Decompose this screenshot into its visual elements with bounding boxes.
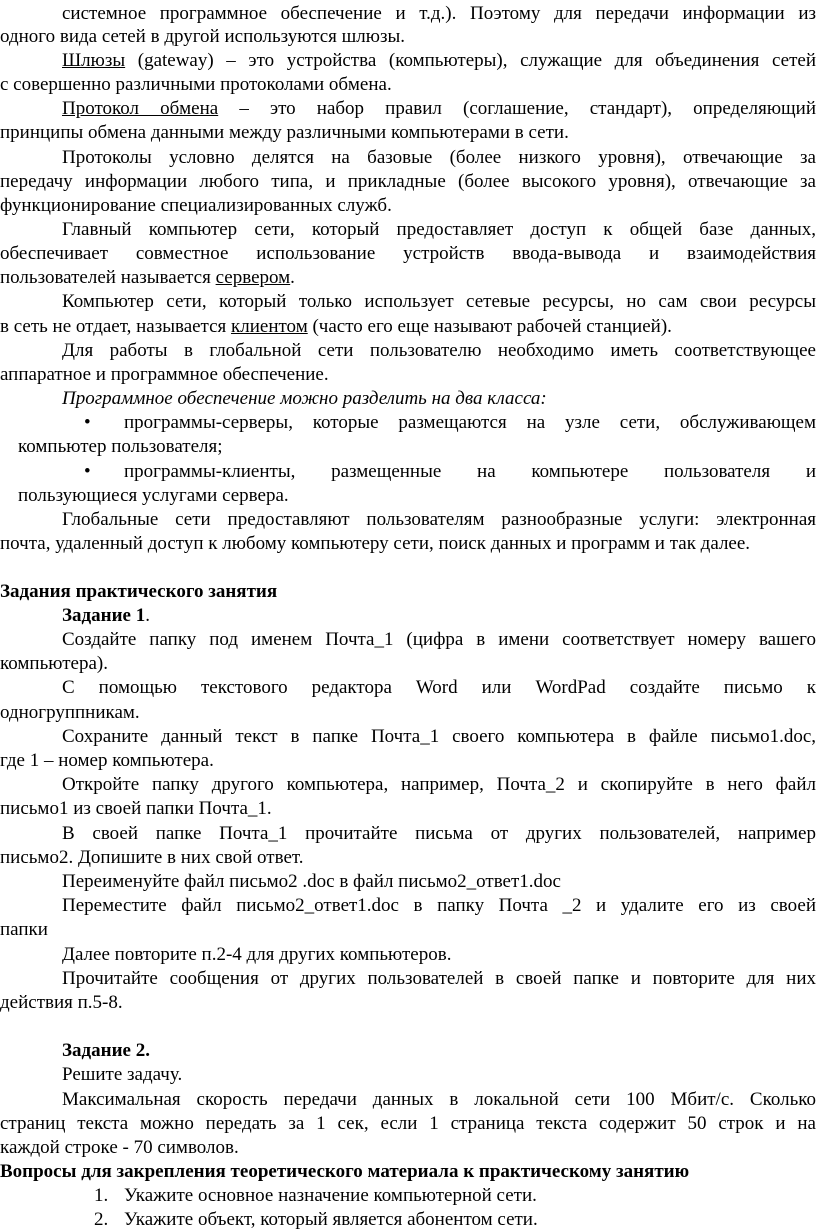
text-line: функционирование специализированных служб. xyxy=(0,195,392,216)
text-span: – это набор правил (соглашение, стандарт), определяющий xyxy=(218,98,816,119)
text-line: Прочитайте сообщения от других пользователей в своей папке и повторите для них xyxy=(62,968,816,989)
text-span: в сеть не отдает, называется xyxy=(0,316,232,337)
text-line: пользующиеся услугами сервера. xyxy=(18,485,289,506)
text-line: Программное обеспечение можно разделить на два класса: xyxy=(62,388,547,409)
text-line: С помощью текстового редактора Word или WordPad создайте письмо к xyxy=(62,677,816,698)
text-line: Максимальная скорость передачи данных в локальной сети 100 Мбит/с. Сколько xyxy=(62,1089,816,1110)
text-line: Решите задачу. xyxy=(62,1064,183,1085)
bullet-icon: • xyxy=(84,461,91,482)
text-line: аппаратное и программное обеспечение. xyxy=(0,364,329,385)
text-line: Откройте папку другого компьютера, например, Почта_2 и скопируйте в него файл xyxy=(62,774,816,795)
text-line: компьютера). xyxy=(0,653,108,674)
text-line: почта, удаленный доступ к любому компьютеру сети, поиск данных и программ и так далее. xyxy=(0,533,751,554)
term-protocol: Протокол обмена xyxy=(62,98,219,119)
section-heading: Задания практического занятия xyxy=(0,581,278,602)
text-line xyxy=(0,266,816,290)
text-span: пользователей называется xyxy=(0,267,216,288)
text-line: Для работы в глобальной сети пользователю необходимо иметь соответствующее xyxy=(62,340,816,361)
list-number: 2. xyxy=(94,1209,109,1230)
text-line: одного вида сетей в другой используются шлюзы. xyxy=(0,26,405,47)
text-line: письмо1 из своей папки Почта_1. xyxy=(0,798,272,819)
text-line: Главный компьютер сети, который предоставляет доступ к общей базе данных, xyxy=(62,219,816,240)
text-line: принципы обмена данными между различными компьютерами в сети. xyxy=(0,122,569,143)
text-line: передачу информации любого типа, и прикладные (более высокого уровня), отвечающие за xyxy=(0,171,816,192)
term-client: клиентом xyxy=(231,316,308,337)
text-line: с совершенно различными протоколами обмена. xyxy=(0,74,392,95)
text-line: где 1 – номер компьютера. xyxy=(0,750,214,771)
task-2-label: Задание 2. xyxy=(62,1040,150,1061)
text-line: Далее повторите п.2-4 для других компьютеров. xyxy=(62,944,452,965)
text-line xyxy=(0,97,816,121)
text-line xyxy=(0,315,816,339)
list-item: программы-серверы, которые размещаются на узле сети, обслуживающем xyxy=(124,412,816,433)
text-line: Компьютер сети, который только использует сетевые ресурсы, но сам свои ресурсы xyxy=(62,291,816,312)
section-heading: Вопросы для закрепления теоретического материала к практическому занятию xyxy=(0,1161,690,1182)
task-title xyxy=(0,604,816,628)
text-line: папки xyxy=(0,919,48,940)
text-line: Сохраните данный текст в папке Почта_1 своего компьютера в файле письмо1.doc, xyxy=(62,726,816,747)
text-line: письмо2. Допишите в них свой ответ. xyxy=(0,847,304,868)
text-span: . xyxy=(145,605,150,626)
term-gateway: Шлюзы xyxy=(62,50,126,71)
text-line: Протоколы условно делятся на базовые (более низкого уровня), отвечающие за xyxy=(62,147,816,168)
text-line: В своей папке Почта_1 прочитайте письма от других пользователей, например xyxy=(62,823,816,844)
text-line: Создайте папку под именем Почта_1 (цифра в имени соответствует номеру вашего xyxy=(62,629,816,650)
text-line: Глобальные сети предоставляют пользователям разнообразные услуги: электронная xyxy=(62,509,816,530)
text-line: системное программное обеспечение и т.д.). Поэтому для передачи информации из xyxy=(62,3,816,24)
text-line: страниц текста можно передать за 1 сек, если 1 страница текста содержит 50 строк и на xyxy=(0,1113,816,1134)
text-line xyxy=(0,49,816,73)
task-1-label: Задание 1 xyxy=(62,605,146,626)
text-line: Переименуйте файл письмо2 .doc в файл письмо2_ответ1.doc xyxy=(62,871,561,892)
list-number: 1. xyxy=(94,1185,109,1206)
text-span: . xyxy=(290,267,295,288)
text-span: (часто его еще называют рабочей станцией). xyxy=(307,316,672,337)
list-item: Укажите основное назначение компьютерной сети. xyxy=(124,1185,537,1206)
text-line: одногруппникам. xyxy=(0,702,140,723)
list-item: программы-клиенты, размещенные на компьютере пользователя и xyxy=(124,461,816,482)
text-line: действия п.5-8. xyxy=(0,992,123,1013)
text-line: обеспечивает совместное использование устройств ввода-вывода и взаимодействия xyxy=(0,243,816,264)
text-line: каждой строке - 70 символов. xyxy=(0,1137,239,1158)
list-item: Укажите объект, который является абонентом сети. xyxy=(124,1209,538,1230)
bullet-icon: • xyxy=(84,412,91,433)
text-line: Переместите файл письмо2_ответ1.doc в папку Почта _2 и удалите его из своей xyxy=(62,895,816,916)
term-server: сервером xyxy=(215,267,291,288)
text-span: (gateway) – это устройства (компьютеры), служащие для объединения сетей xyxy=(125,50,816,71)
text-line: компьютер пользователя; xyxy=(18,436,223,457)
